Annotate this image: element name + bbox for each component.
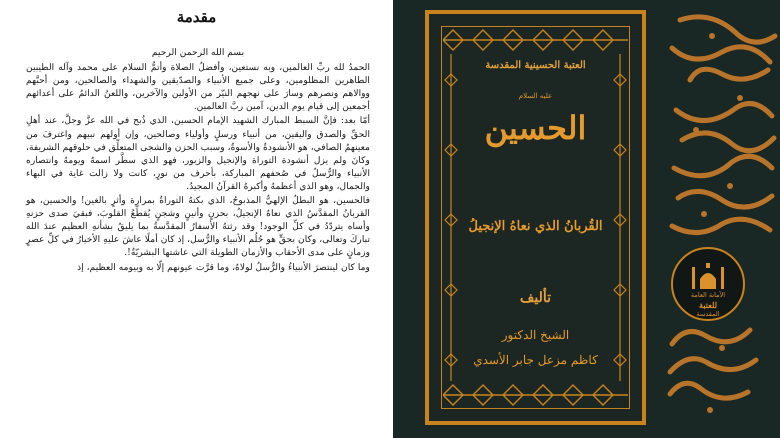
publisher-name: العتبة الحسينية المقدسة — [485, 60, 586, 71]
seal-line: المقدسة — [696, 310, 720, 318]
author-label: تأليف — [519, 290, 552, 306]
paragraph: وما كان لينتصرَ الأنبياءُ والرُّسلُ لولاهُ، وما قرَّت عيونهم إلّا به وبيومه العظيم، إذ — [77, 261, 370, 273]
page-body — [26, 46, 370, 275]
calligraphy-decoration — [652, 0, 780, 438]
shrine-icon — [690, 263, 726, 289]
book-subtitle: القُربانُ الذي نعاهُ الإنجيلُ — [468, 219, 603, 234]
page-title: مقدمة — [176, 8, 217, 26]
paragraph: فالحسين، هو البطلُ الإلهيُّ المذبوحُ، الذي بكتهُ التوراةُ بمرارة وأثرٍ بالغين! والحسين، هو القربانُ المقدَّسُ الذي نعاهُ الإنجيلُ، بحزنٍ وأنينٍ وشجنٍ يُقطِّعُ القلوبَ، فبقيَ صدى حزنهِ وأساه يتردّدُ في كلِّ الوجود! وقد رثتهُ الأسفارُ المقدَّسةُ بما يليقُ بشأنهِ العظيم عندَ الله تباركَ وتعالى، وكان بحقٍّ هو حُلُم الأنبياء والرُّسل، إذ كان أملًا عاشَ عليهِ الأخيارُ في كلِّ عصرٍ وزمانٍ على مدى الأحقاب والأزمان الطويلة التي عاشتها البشريّةُ!. — [26, 195, 370, 259]
top-ornament — [443, 28, 628, 52]
paragraph: الحمدُ لله ربِّ العالمين، وبه نستعين، وأفضلُ الصلاة وأتمُّ السلام على محمد وآله الطيبين الطاهرين المظلومين، وعلى جميع الأنبياء والصدّيقين والشهداء والصالحين، ومن أحبَّهم ووالاهم ونصرهم وسارَ على نهجهم النيّر من الأولين والآخرين، واللعنُ الدائمُ على أعدائهم أجمعين إلى قيام يوم الدين، آمين ربَّ العالمين. — [26, 62, 370, 113]
shrine-seal-emblem — [671, 247, 745, 321]
bottom-ornament — [443, 383, 628, 407]
cover-inner-frame — [441, 26, 630, 409]
book-cover — [425, 10, 646, 425]
basmala-line: بسم الله الرحمن الرحيم — [151, 47, 245, 58]
seal-line: الأمانة العامة — [690, 291, 726, 299]
title-honorific: عليه السلام — [518, 92, 553, 100]
paragraph: أمّا بعد: فإنَّ السبط المبارك الشهيد الإمام الحسين، الذي ذُبح في الله عزَّ وجلَّ، عند أهلِ الحقِّ والصدق واليقين، من أنبياء ورسلٍ وأولياء وصالحين، وإن أولهم نبيهم واغترفَ من معينهمُ الصافي، هو الأنشودةُ والأسوةُ، وسبب الحزن والشجى المتعلِّق في حلوقهم الشريفة، وكانَ ولم يزل أنشودة التوراة والإنجيل والزبور، فهو الذي سطَّر اسمهُ ويومهُ وانتصاره الأنبياء والرُّسلُ في صُحفهم المباركة، بأحرف من نورٍ، كانت ولا زالت غاية في البهاء والجمال، وهو الذي أعظمهُ وأكبرهُ القرآنُ المجيدُ. — [26, 115, 370, 192]
seal-line: للعتبة — [698, 300, 718, 310]
author-name: كاظم مزعل جابر الأسدي — [473, 353, 598, 367]
author-title: الشيخ الدكتور — [501, 328, 570, 342]
book-title: الحسين — [484, 109, 587, 147]
